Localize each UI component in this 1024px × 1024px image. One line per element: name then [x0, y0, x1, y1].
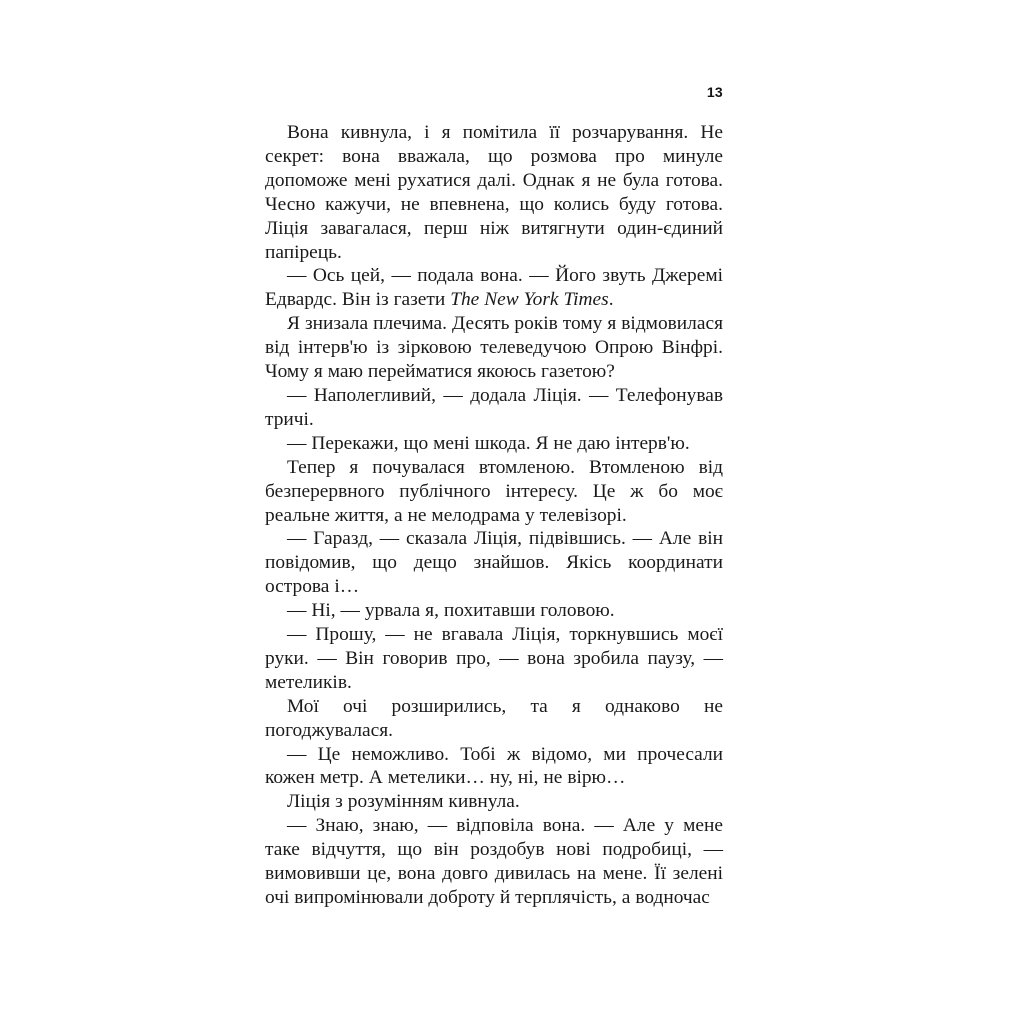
paragraph: — Гаразд, — сказала Ліція, підвівшись. — Але він повідомив, що дещо знайшов. Якісь координати острова і…: [265, 528, 723, 598]
paragraph-text-lead: — Ось цей, — подала вона. — Його звуть Джеремі Едвардс. Він із газети: [265, 265, 723, 311]
paragraph: — Прошу, — не вгавала Ліція, торкнувшись моєї руки. — Він говорив про, — вона зробила паузу, — метеликів.: [265, 624, 723, 693]
paragraph: — Знаю, знаю, — відповіла вона. — Але у мене таке відчуття, що він роздобув нові подробиці, — вимовивши це, вона довго дивилась на мене. Її зелені очі випромінювали доброту й терплячість, а водночас: [265, 815, 723, 908]
newspaper-title-italic: The New York Times: [450, 289, 609, 311]
paragraph: — Наполегливий, — додала Ліція. — Телефонував тричі.: [265, 384, 723, 430]
paragraph: Тепер я почувалася втомленою. Втомленою від безперервного публічного інтересу. Це ж бо моє реальне життя, а не мелодрама у телевізорі.: [265, 456, 723, 526]
paragraph-text-tail: .: [608, 289, 614, 311]
body-text-block: [265, 121, 723, 910]
paragraph: — Перекажи, що мені шкода. Я не даю інтерв'ю.: [287, 432, 690, 454]
page-number: 13: [706, 84, 723, 100]
paragraph: Ліція з розумінням кивнула.: [287, 791, 520, 813]
paragraph: Я знизала плечима. Десять років тому я відмовилася від інтерв'ю із зірковою телеведучою Опрою Вінфрі. Чому я маю перейматися якоюсь газетою?: [265, 313, 723, 383]
paragraph: — Ні, — урвала я, похитавши головою.: [287, 600, 615, 622]
paragraph: [265, 264, 723, 312]
paragraph: — Це неможливо. Тобі ж відомо, ми прочесали кожен метр. А метелики… ну, ні, не вірю…: [265, 743, 723, 789]
paragraph: Вона кивнула, і я помітила її розчарування. Не секрет: вона вважала, що розмова про минуле допоможе мені рухатися далі. Однак я не була готова. Чесно кажучи, не впевнена, що колись буду готова. Ліція завагалася, перш ніж витягнути один-єдиний папірець.: [265, 122, 723, 263]
paragraph: Мої очі розширились, та я однаково не погоджувалася.: [265, 695, 723, 741]
